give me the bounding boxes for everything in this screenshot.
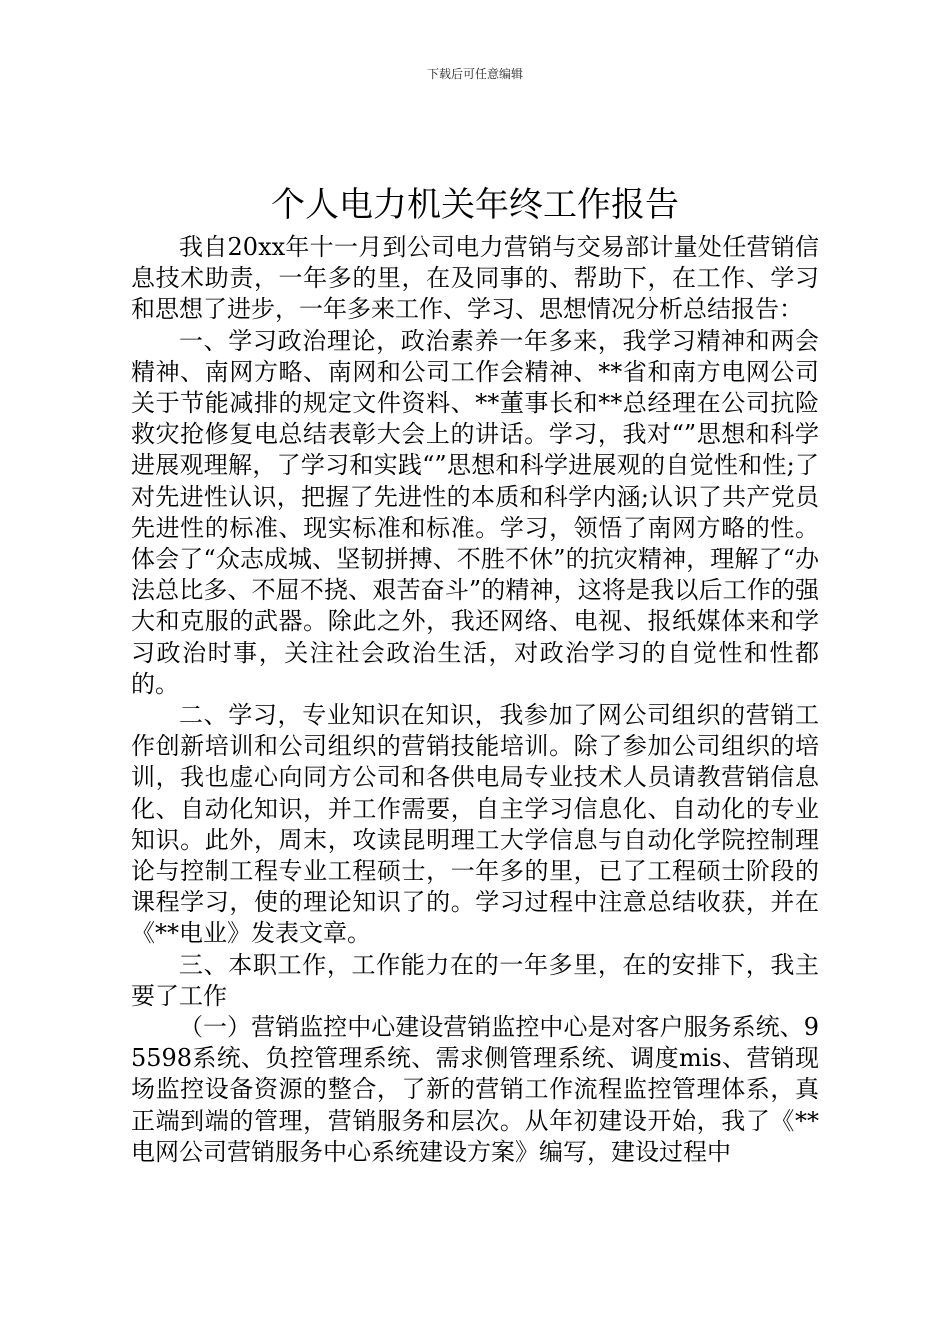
paragraph-subsection-1: （一）营销监控中心建设营销监控中心是对客户服务系统、95598系统、负控管理系统、需求侧管理系统、调度mis、营销现场监控设备资源的整合，了新的营销工作流程监控管理体系，真正端到端的管理，营销服务和层次。从年初建设开始，我了《**电网公司营销服务中心系统建设方案》编写，建设过程中 <box>131 1013 819 1166</box>
header-note: 下载后可任意编辑 <box>426 67 523 81</box>
paragraph-section-1: 一、学习政治理论，政治素养一年多来，我学习精神和两会精神、南网方略、南网和公司工作会精神、**省和南方电网公司关于节能减排的规定文件资料、**董事长和**总经理在公司抗险救灾抢修复电总结表彰大会上的讲话。学习，我对“”思想和科学进展观理解，了学习和实践“”思想和科学进展观的自觉性和性;了对先进性认识，把握了先进性的本质和科学内涵;认识了共产党员先进性的标准、现实标准和标准。学习，领悟了南网方略的性。体会了“众志成城、坚韧拼搏、不胜不休”的抗灾精神，理解了“办法总比多、不屈不挠、艰苦奋斗”的精神，这将是我以后工作的强大和克服的武器。除此之外，我还网络、电视、报纸媒体来和学习政治时事，关注社会政治生活，对政治学习的自觉性和性都的。 <box>131 326 819 698</box>
paragraph-intro: 我自20xx年十一月到公司电力营销与交易部计量处任营销信息技术助责，一年多的里，在及同事的、帮助下，在工作、学习和思想了进步，一年多来工作、学习、思想情况分析总结报告： <box>131 233 819 324</box>
document-body <box>131 232 819 1168</box>
paragraph-section-2: 二、学习，专业知识在知识，我参加了网公司组织的营销工作创新培训和公司组织的营销技能培训。除了参加公司组织的培训，我也虚心向同方公司和各供电局专业技术人员请教营销信息化、自动化知识，并工作需要，自主学习信息化、自动化的专业知识。此外，周末，攻读昆明理工大学信息与自动化学院控制理论与控制工程专业工程硕士，一年多的里，已了工程硕士阶段的课程学习，使的理论知识了的。学习过程中注意总结收获，并在《**电业》发表文章。 <box>131 701 819 948</box>
document-title: 个人电力机关年终工作报告 <box>271 185 679 225</box>
paragraph-section-3: 三、本职工作，工作能力在的一年多里，在的安排下，我主要了工作 <box>131 950 819 1010</box>
